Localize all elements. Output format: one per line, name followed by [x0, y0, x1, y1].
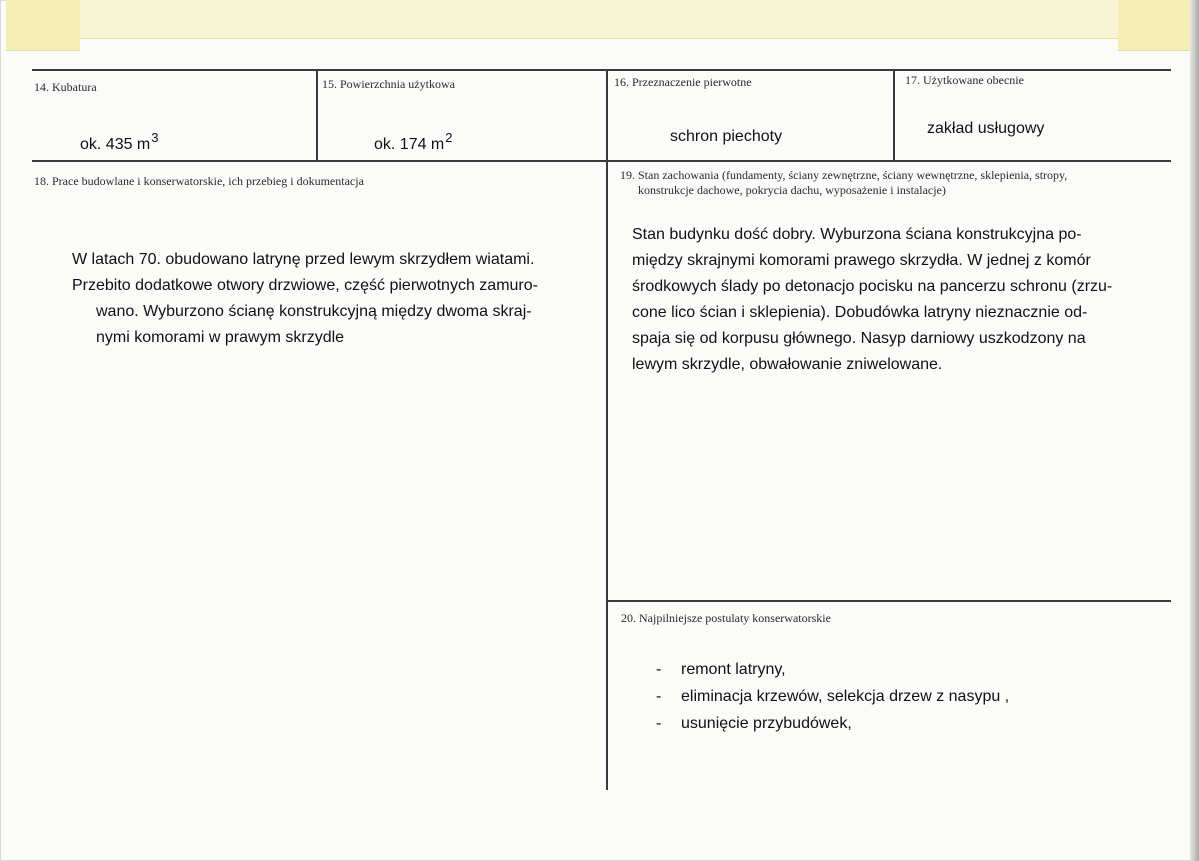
list-item: [656, 683, 1009, 710]
section-20-rule: [608, 600, 1171, 602]
field-18-label: 18. Prace budowlane i konserwatorskie, ich przebieg i dokumentacja: [34, 174, 364, 188]
page-edge-shadow: [1190, 0, 1199, 861]
field-14-value: [80, 130, 159, 154]
list-item-text: usunięcie przybudówek,: [681, 715, 852, 732]
adhesive-tape-right: [1118, 0, 1196, 51]
field-16-value: schron piechoty: [670, 128, 783, 145]
field-18-line: W latach 70. obudowano latrynę przed lewym skrzydłem wiatami.: [72, 251, 535, 268]
field-19-label-line-2: konstrukcje dachowe, pokrycia dachu, wyposażenie i instalacje): [638, 183, 946, 197]
divider-14-15: [316, 70, 318, 162]
field-19-line: lewym skrzydle, obwałowanie zniwelowane.: [632, 356, 943, 373]
field-15-value-text: ok. 174 m: [374, 136, 445, 153]
field-18-line: Przebito dodatkowe otwory drzwiowe, część pierwotnych zamuro-: [72, 277, 538, 294]
field-19-text: [632, 222, 1120, 378]
field-14-unit-exponent: 3: [151, 130, 159, 145]
field-19-line: między skrajnymi komorami prawego skrzydła. W jednej z komór: [632, 252, 1091, 269]
field-16-label: 16. Przeznaczenie pierwotne: [614, 75, 752, 89]
field-20-list: [656, 656, 1009, 737]
field-15-value: [374, 130, 453, 154]
list-item-text: eliminacja krzewów, selekcja drzew z nasypu ,: [681, 688, 1010, 705]
list-item: [656, 656, 1009, 683]
header-row-rule: [32, 160, 1171, 162]
top-rule: [32, 69, 1171, 71]
field-15-label: 15. Powierzchnia użytkowa: [322, 77, 455, 91]
field-14-label: 14. Kubatura: [34, 80, 97, 94]
field-18-line: wano. Wyburzono ścianę konstrukcyjną między dwoma skraj-: [96, 303, 532, 320]
field-15-unit-exponent: 2: [445, 130, 453, 145]
divider-16-17: [893, 70, 895, 160]
field-17-label: 17. Użytkowane obecnie: [905, 73, 1024, 87]
list-bullet: -: [656, 661, 662, 678]
divider-center: [606, 70, 608, 790]
field-18-text: [72, 247, 562, 351]
list-bullet: -: [656, 715, 662, 732]
adhesive-tape: [8, 0, 1188, 39]
list-item: [656, 710, 1009, 737]
field-17-value: zakład usługowy: [927, 120, 1045, 137]
field-19-line: cone lico ścian i sklepienia). Dobudówka latryny nieznacznie od-: [632, 304, 1088, 321]
list-bullet: -: [656, 688, 662, 705]
field-20-label: 20. Najpilniejsze postulaty konserwatorskie: [621, 611, 831, 625]
list-item-text: remont latryny,: [681, 661, 786, 678]
field-19-label-line-1: 19. Stan zachowania (fundamenty, ściany zewnętrzne, ściany wewnętrzne, sklepienia, stropy,: [620, 168, 1068, 182]
field-19-line: środkowych ślady po detonacjo pocisku na pancerzu schronu (zrzu-: [632, 278, 1113, 295]
field-19-line: Stan budynku dość dobry. Wyburzona ściana konstrukcyjna po-: [632, 226, 1082, 243]
field-18-line: nymi komorami w prawym skrzydle: [96, 329, 345, 346]
field-19-line: spaja się od korpusu głównego. Nasyp darniowy uszkodzony na: [632, 330, 1086, 347]
field-14-value-text: ok. 435 m: [80, 136, 151, 153]
adhesive-tape-left: [6, 0, 80, 51]
